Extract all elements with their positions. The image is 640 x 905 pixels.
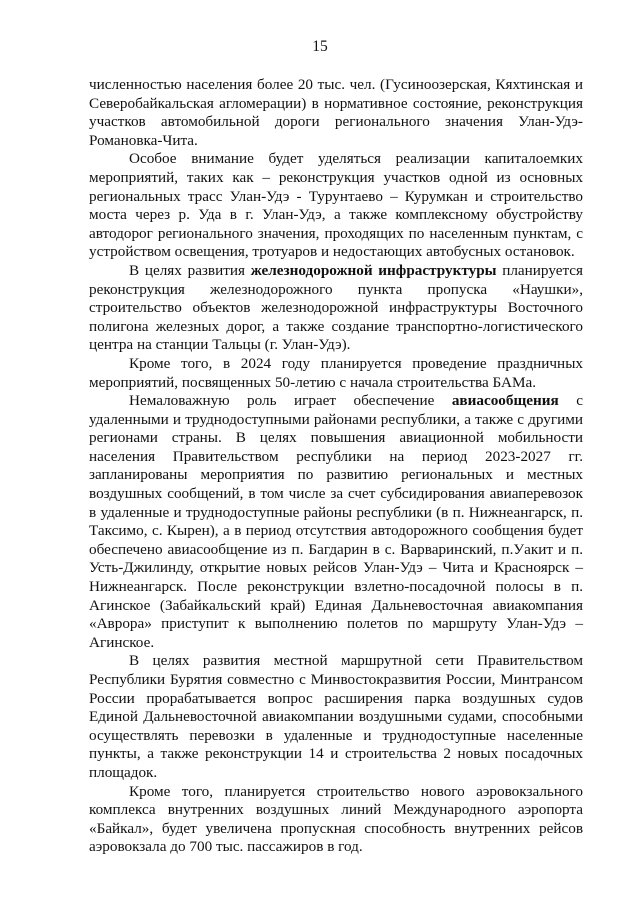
- paragraph-6: В целях развития местной маршрутной сети Правительством Республики Бурятия совместно с Минвостокразвития России, Минтрансом России прорабатывается вопрос расширения парка воздушных судов Единой Дальневосточной авиакомпании воздушными судами, способными осуществлять перевозки в удаленные и труднодоступные населенные пункты, а также реконструкции 14 и строительства 2 новых посадочных площадок.: [89, 652, 583, 781]
- paragraph-3-lead: В целях развития: [129, 261, 251, 279]
- paragraph-7: Кроме того, планируется строительство нового аэровокзального комплекса внутренних воздушных линий Международного аэропорта «Байкал», будет увеличена пропускная способность внутренних рейсов аэровокзала до 700 тыс. пассажиров в год.: [89, 782, 583, 856]
- paragraph-3-bold-term: железнодорожной инфраструктуры: [250, 261, 497, 279]
- paragraph-5-rest: с удаленными и труднодоступными районами республики, а также с другими регионами страны. В целях повышения авиационной мобильности населения Правительством республики на период 2023-2027 гг. запланированы мероприятия по развитию региональных и местных воздушных сообщений, в том числе за счет субсидирования авиаперевозок в удаленные и труднодоступные районы республики (в п. Нижнеангарск, п. Таксимо, с. Кырен), а в период отсутствия автодорожного сообщения будет обеспечено авиасообщение из п. Багдарин в с. Варваринский, п.Уакит и п. Усть-Джилинду, открытие новых рейсов Улан-Удэ – Чита и Красноярск – Нижнеангарск. После реконструкции взлетно-посадочной полосы в п. Агинское (Забайкальский край) Единая Дальневосточная авиакомпания «Аврора» приступит к выполнению полетов по маршруту Улан-Удэ – Агинское.: [89, 392, 583, 651]
- paragraph-4: Кроме того, в 2024 году планируется проведение праздничных мероприятий, посвященных 50-летию с начала строительства БАМа.: [89, 354, 583, 391]
- paragraph-2: Особое внимание будет уделяться реализации капиталоемких мероприятий, таких как – реконструкция участков одной из основных региональных трасс Улан-Удэ - Турунтаево – Курумкан и строительство моста через р. Уда в г. Улан-Удэ, а также комплексному обустройству автодорог регионального значения, проходящих по населенным пунктам, с устройством освещения, тротуаров и недостающих автобусных остановок.: [89, 150, 583, 261]
- paragraph-5-bold-term: авиасообщения: [451, 392, 559, 410]
- paragraph-3: [89, 262, 583, 355]
- paragraph-1: численностью населения более 20 тыс. чел. (Гусиноозерская, Кяхтинская и Северобайкальская агломерации) в нормативное состояние, реконструкция участков автомобильной дороги регионального значения Улан-Удэ-Романовка-Чита.: [89, 76, 583, 149]
- paragraph-5-lead: Немаловажную роль играет обеспечение: [129, 392, 452, 410]
- page-number: 15: [312, 38, 328, 55]
- page-body: [89, 76, 583, 857]
- paragraph-5: [89, 392, 583, 652]
- paragraph-3-rest: планируется реконструкция железнодорожного пункта пропуска «Наушки», строительство объектов железнодорожной инфраструктуры Восточного полигона железных дорог, а также создание транспортно-логистического центра на станции Тальцы (г. Улан-Удэ).: [89, 261, 584, 354]
